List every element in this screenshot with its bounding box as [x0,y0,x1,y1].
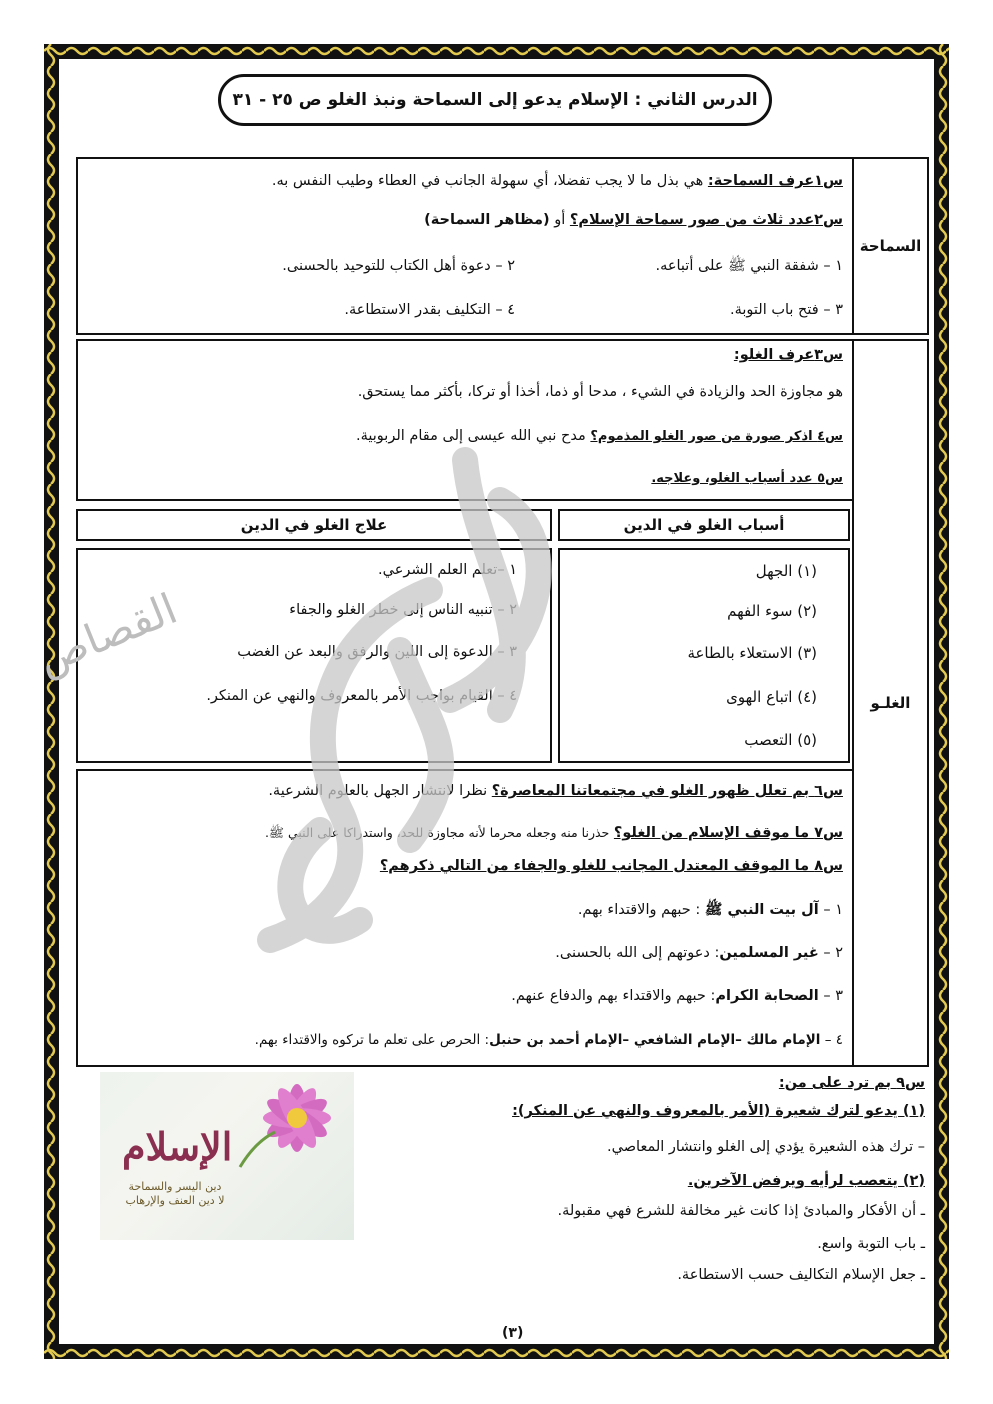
q2-or: أو [554,212,566,228]
q8-item-number: ٢ – [823,945,843,961]
cure-item: ٤ – القيام بواجب الأمر بالمعروف والنهي عن المنكر. [206,688,517,704]
cause-item: (٤) اتباع الهوى [726,688,817,706]
cause-item: (٥) التعصب [744,731,817,749]
section-label-ghulu: الغلـو [852,339,929,1067]
q8-item-sep: : [480,1032,490,1048]
q8-item-who: آل بيت النبي ﷺ [704,902,819,918]
border-pattern-top [44,45,949,56]
q7 [265,825,843,842]
lesson-title: الدرس الثاني : الإسلام يدعو إلى السماحة ونبذ الغلو ص ٢٥ - ٣١ [218,74,772,126]
image-title: الإسلام [122,1124,233,1169]
q6-answer: نظرا لانتشار الجهل بالعلوم الشرعية. [268,783,488,799]
q3-label [734,347,843,364]
image-subtitle-line: لا دين العنف والإرهاب [125,1194,225,1208]
islam-flower-image [100,1072,354,1240]
q8-item-what: دعوتهم إلى الله بالحسنى. [555,945,710,961]
q8-item [578,902,843,919]
q8 [380,858,843,875]
cause-item: (١) الجهل [755,562,817,580]
q8-item-sep: : [709,945,720,961]
q9-part2-text: (٢) يتعصب لرأيه ويرفض الآخرين. [687,1173,925,1189]
q9-part2 [688,1173,925,1190]
cure-item: ١ –تعلم العلم الشرعي. [378,562,517,578]
cures-header: علاج الغلو في الدين [76,509,552,541]
samaha-item: ١ – شفقة النبي ﷺ على أتباعه. [655,258,843,274]
q4-label: س٤ اذكر صورة من صور الغلو المذموم؟ [590,429,843,444]
cause-item: (٣) الاستعلاء بالطاعة [687,644,817,662]
cure-item: ٣ – الدعوة إلى اللين والرفق والبعد عن الغضب [237,644,517,660]
q1-label: س١عرف السماحة: [707,173,843,189]
q1-answer: هي بذل ما لا يجب تفضلا، أي سهولة الجانب في العطاء وطيب النفس به. [271,173,704,189]
border-pattern-bottom [44,1347,949,1358]
q7-answer: حذرنا منه وجعله محرما لأنه مجاوزة للحد، واستدراكا على النبي ﷺ. [264,825,610,840]
q9-part2-answer: ـ جعل الإسلام التكاليف حسب الاستطاعة. [677,1267,925,1283]
border-pattern-left [45,44,56,1359]
q9-part1-answer: – ترك هذه الشعيرة يؤدي إلى الغلو وانتشار المعاصي. [607,1139,925,1155]
q6-label: س٦ بم تعلل ظهور الغلو في مجتمعاتنا المعاصرة؟ [491,783,843,799]
q4-answer: مدح نبي الله عيسى إلى مقام الربوبية. [356,428,586,444]
q9-label [779,1075,925,1092]
q8-item-what: حبهم والاقتداء بهم. [577,902,691,918]
q2 [424,212,843,229]
section-label-samaha: السماحة [852,157,929,335]
q1 [272,173,843,190]
q9-label-text: س٩ بم ترد على من: [778,1075,925,1091]
q8-item-number: ١ – [823,902,843,918]
q9-part2-answer: ـ أن الأفكار والمبادئ إذا كانت غير مخالفة للشرع فهي مقبولة. [557,1203,925,1219]
q8-item [555,945,843,962]
q6 [268,783,843,800]
q4 [356,428,843,445]
image-subtitle [120,1180,230,1209]
samaha-item: ٢ – دعوة أهل الكتاب للتوحيد بالحسنى. [282,258,515,274]
samaha-item: ٤ – التكليف بقدر الاستطاعة. [344,302,515,318]
samaha-item: ٣ – فتح باب التوبة. [730,302,843,318]
q8-item-sep: : [690,902,705,918]
q8-item [255,1032,843,1048]
q8-item-what: حبهم والاقتداء بهم والدفاع عنهم. [511,988,706,1004]
q8-item-who: الإمام مالك –الإمام الشافعي –الإمام أحمد بن حنبل [489,1032,821,1048]
watermark-text: القصاص [30,583,184,684]
q8-item-who: غير المسلمين [719,945,819,961]
image-subtitle-line: دين اليسر والسماحة [128,1180,222,1193]
q7-label: س٧ ما موقف الإسلام من الغلو؟ [613,825,843,841]
q2-label: س٢عدد ثلاث من صور سماحة الإسلام؟ [569,212,843,228]
border-pattern-right [937,44,948,1359]
q8-item-number: ٤ – [824,1032,843,1048]
q8-item-what: الحرص على تعلم ما تركوه والاقتداء بهم. [254,1032,481,1048]
cause-item: (٢) سوء الفهم [727,602,817,620]
q8-item-number: ٣ – [823,988,843,1004]
cure-item: ٢ – تنبيه الناس إلى خطر الغلو والجفاء [289,602,517,618]
q8-item [511,988,843,1005]
q5-label: س٥ عدد أسباب الغلو، وعلاجه. [651,471,843,486]
causes-header: أسباب الغلو في الدين [558,509,850,541]
q9-part2-answer: ـ باب التوبة واسع. [817,1236,925,1252]
q9-part1 [512,1103,925,1120]
q5 [651,470,843,487]
flower-icon [235,1072,355,1172]
q3-answer: هو مجاوزة الحد والزيادة في الشيء ، مدحا أو ذما، أخذا أو تركا، بأكثر مما يستحق. [357,384,843,400]
q8-item-sep: : [705,988,716,1004]
q8-item-who: الصحابة الكرام [715,988,819,1004]
q2-alt: (مظاهر السماحة) [424,212,550,228]
q3-label-text: س٣عرف الغلو: [733,347,843,363]
q8-label: س٨ ما الموقف المعتدل المجانب للغلو والجفاء من التالي ذكرهم؟ [379,858,843,874]
page-number: (٣) [496,1325,529,1341]
q9-part1-text: (١) يدعو لترك شعيرة (الأمر بالمعروف والنهي عن المنكر): [512,1103,925,1119]
